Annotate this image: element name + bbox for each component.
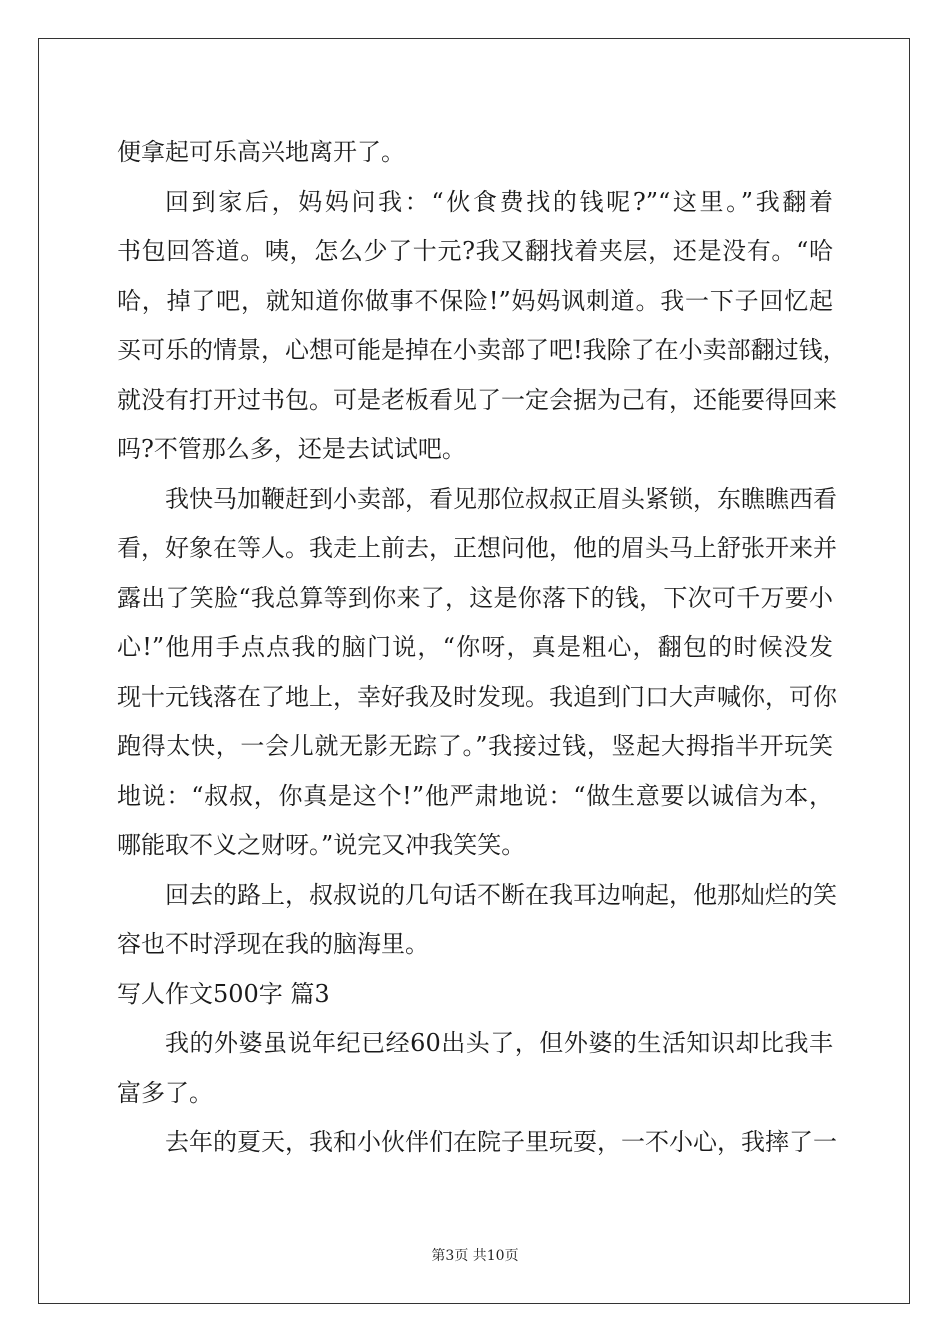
text-line: 就没有打开过书包。可是老板看见了一定会据为己有，还能要得回来 xyxy=(117,385,837,414)
text-line: 哪能取不义之财呀。”说完又冲我笑笑。 xyxy=(117,831,526,859)
text-line: 地说：“叔叔，你真是这个!”他严肃地说：“做生意要以诚信为本， xyxy=(117,781,833,810)
text-line: 容也不时浮现在我的脑海里。 xyxy=(117,930,429,958)
text-line: 哈，掉了吧，就知道你做事不保险!”妈妈讽刺道。我一下子回忆起 xyxy=(117,286,833,315)
text-line: 现十元钱落在了地上，幸好我及时发现。我追到门口大声喊你，可你 xyxy=(117,682,837,711)
text-line: 回去的路上，叔叔说的几句话不断在我耳边响起，他那灿烂的笑 xyxy=(165,880,837,909)
section-heading: 写人作文500字 篇3 xyxy=(117,979,330,1008)
text-line: 露出了笑脸“我总算等到你来了，这是你落下的钱，下次可千万要小 xyxy=(117,583,833,612)
text-line: 去年的夏天，我和小伙伴们在院子里玩耍，一不小心，我摔了一 xyxy=(165,1128,837,1156)
text-line: 书包回答道。咦，怎么少了十元?我又翻找着夹层，还是没有。“哈 xyxy=(117,237,833,265)
text-line: 富多了。 xyxy=(117,1078,213,1107)
text-line: 便拿起可乐高兴地离开了。 xyxy=(117,138,405,166)
text-line: 我快马加鞭赶到小卖部，看见那位叔叔正眉头紧锁，东瞧瞧西看 xyxy=(165,484,837,513)
page-number-footer: 第3页 共10页 xyxy=(431,1248,519,1264)
text-line: 我的外婆虽说年纪已经60出头了，但外婆的生活知识却比我丰 xyxy=(165,1029,833,1057)
document-body xyxy=(117,128,847,1168)
text-line: 看，好象在等人。我走上前去，正想问他，他的眉头马上舒张开来并 xyxy=(117,534,837,562)
text-line: 买可乐的情景，心想可能是掉在小卖部了吧!我除了在小卖部翻过钱， xyxy=(117,336,847,364)
text-line: 回到家后，妈妈问我：“伙食费找的钱呢?”“这里。”我翻着 xyxy=(165,187,833,216)
text-line: 跑得太快，一会儿就无影无踪了。”我接过钱，竖起大拇指半开玩笑 xyxy=(117,732,833,760)
text-line: 心!”他用手点点我的脑门说，“你呀，真是粗心，翻包的时候没发 xyxy=(117,633,833,661)
text-line: 吗?不管那么多，还是去试试吧。 xyxy=(117,435,466,463)
